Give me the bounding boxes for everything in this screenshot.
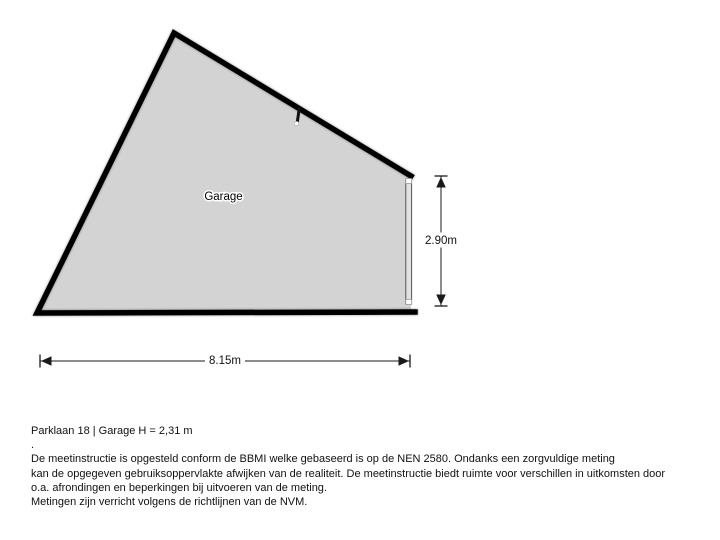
arrow-left-icon: [41, 356, 52, 366]
room-label: Garage: [204, 191, 243, 203]
disclaimer-line-4: Metingen zijn verricht volgens de richtlijnen van de NVM.: [31, 496, 308, 509]
address-line: Parklaan 18 | Garage H = 2,31 m: [31, 425, 193, 437]
garage-room-area: [37, 33, 411, 313]
height-dimension: [422, 176, 461, 306]
arrow-up-icon: [436, 177, 446, 188]
width-dimension-label: 8.15m: [209, 355, 241, 367]
disclaimer-line-3: o.a. afrondingen en beperkingen bij uitvoeren van de meting.: [31, 481, 327, 494]
disclaimer-line-2: kan de opgegeven gebruiksoppervlakte afwijken van de realiteit. De meetinstructie biedt ruimte voor verschillen in uitkomsten door: [31, 467, 666, 480]
door-end-marker-top: [406, 179, 412, 184]
door-end-marker-bottom: [406, 300, 412, 305]
arrow-down-icon: [436, 295, 446, 306]
height-dimension-label: 2.90m: [425, 235, 457, 247]
garage-door-symbol: [406, 179, 412, 305]
disclaimer-line-1: De meetinstructie is opgesteld conform de BBMI welke gebaseerd is op de NEN 2580. Ondanks een zorgvuldige meting: [31, 453, 615, 466]
width-dimension: [40, 353, 410, 368]
dot-line: .: [31, 439, 35, 452]
footer-text-block: [31, 424, 671, 509]
arrow-right-icon: [399, 356, 410, 366]
